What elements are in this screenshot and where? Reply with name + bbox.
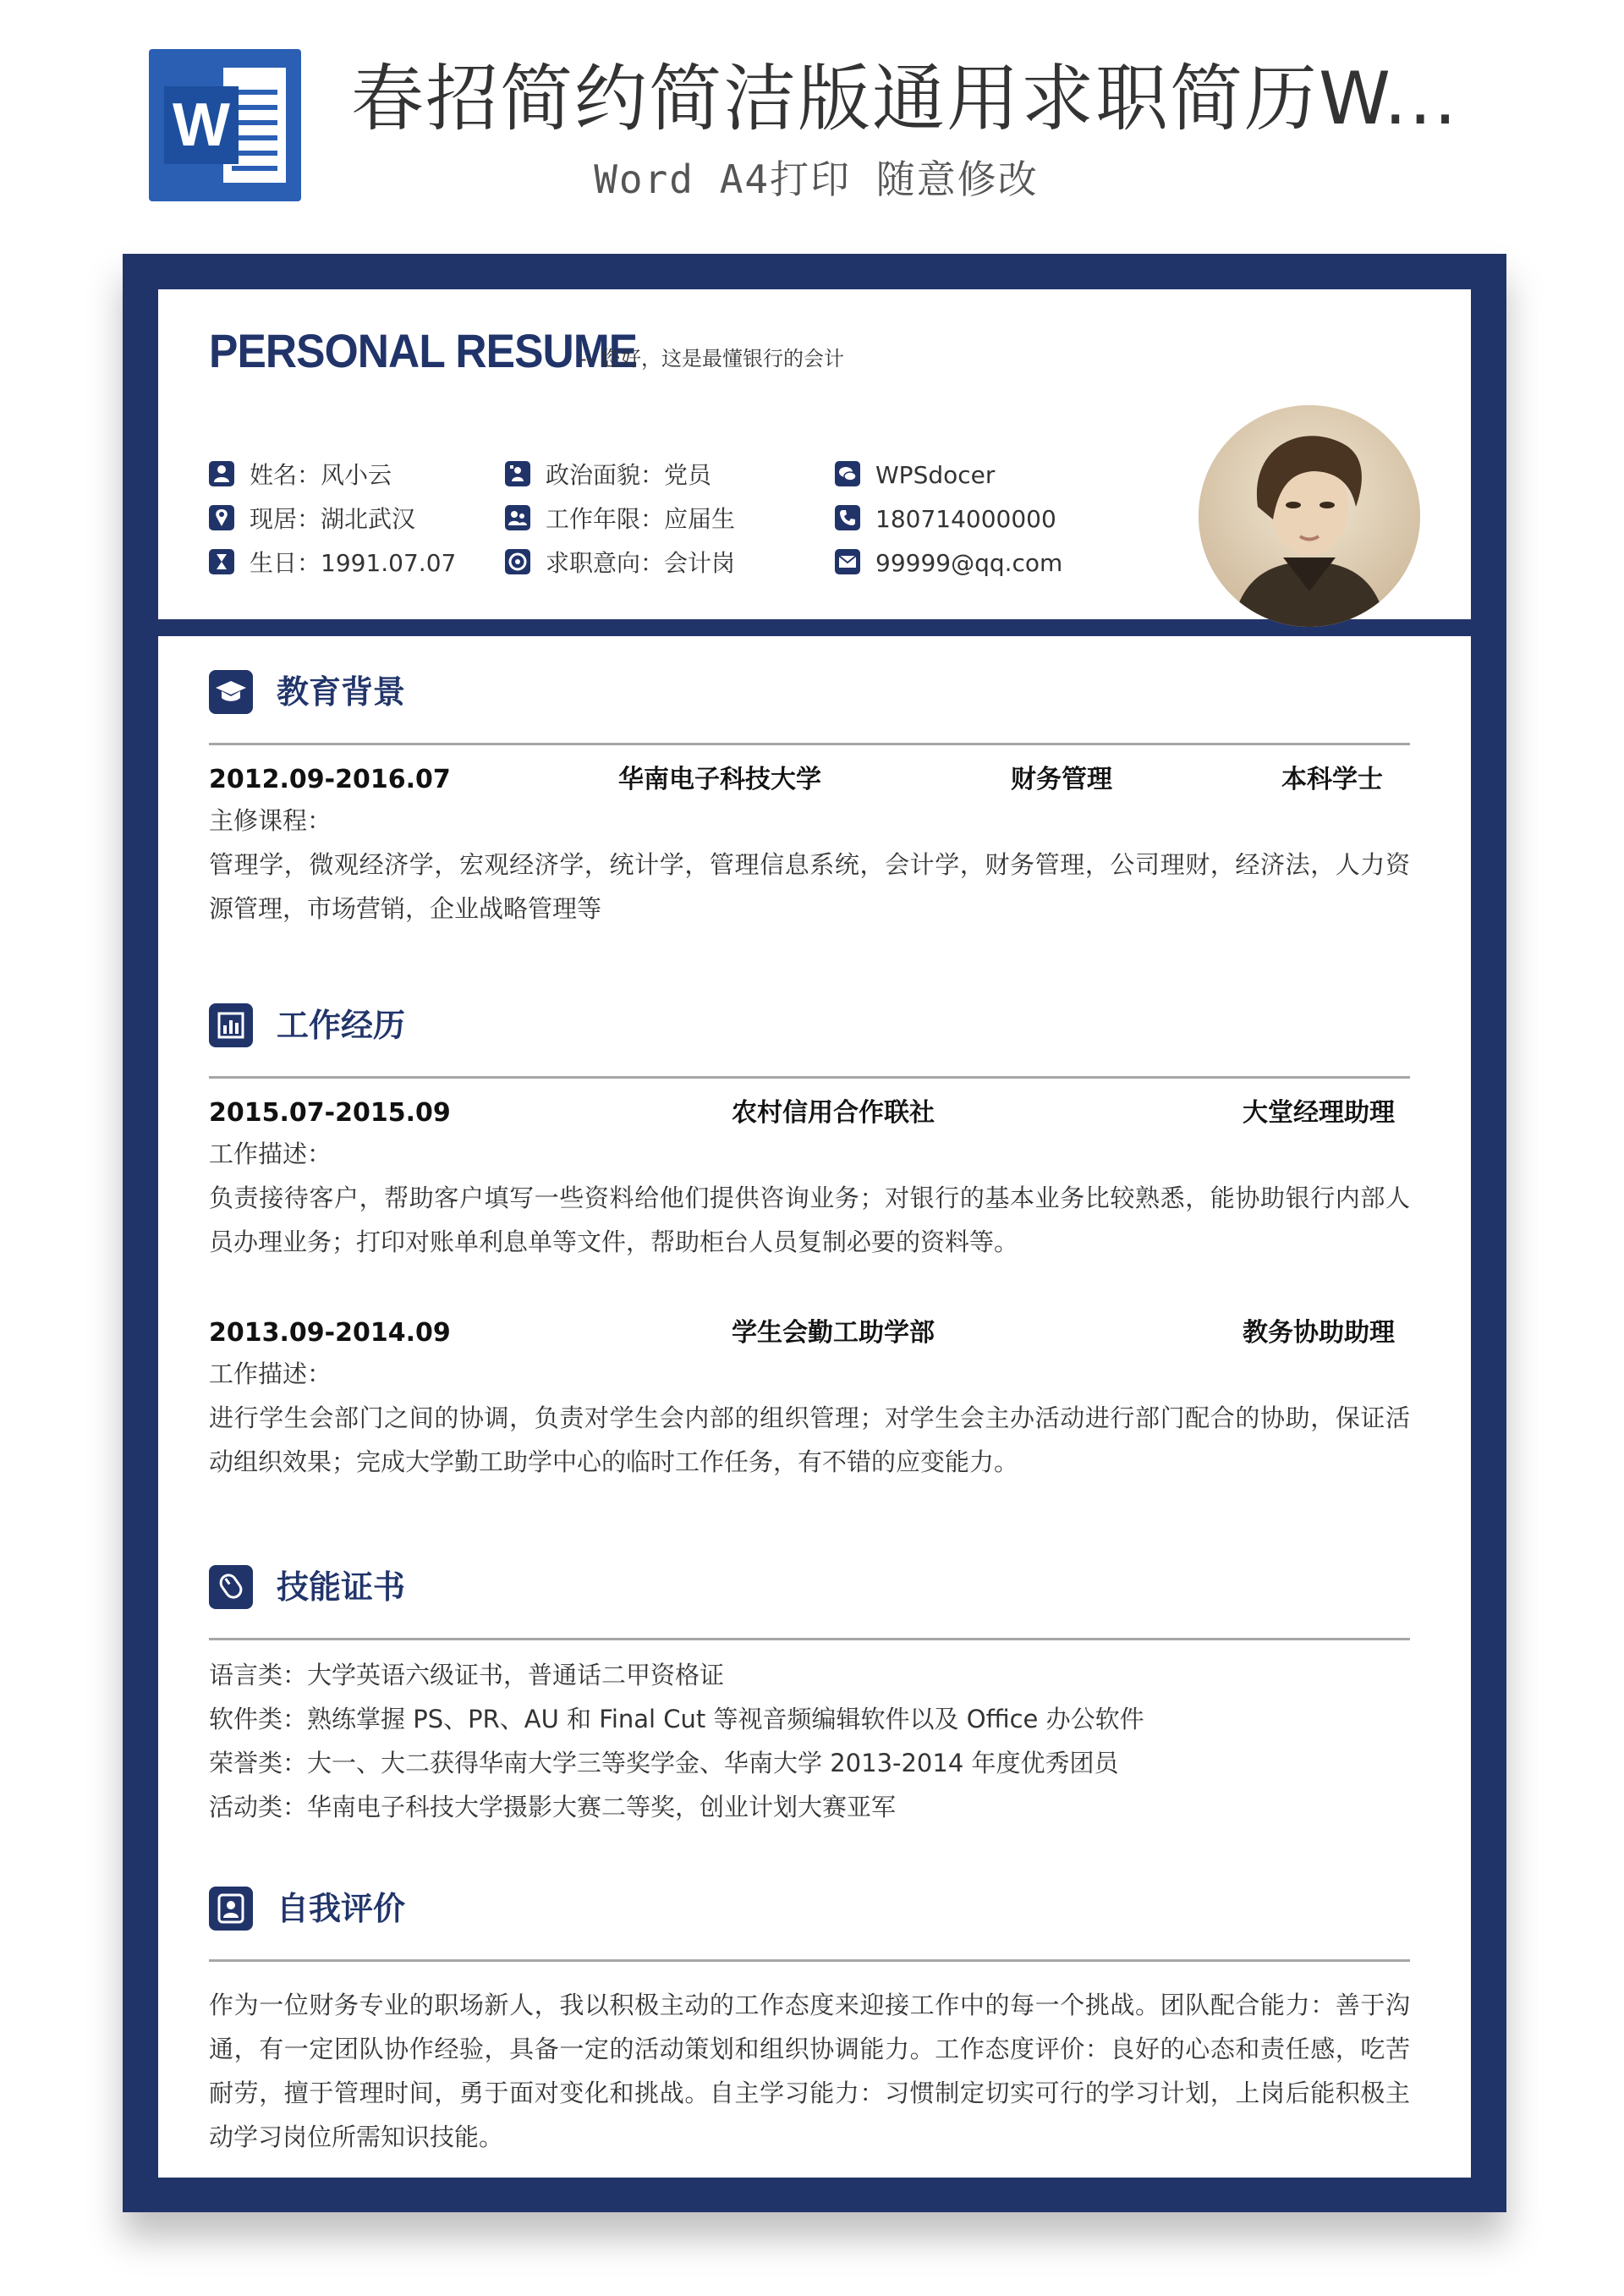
resume-tagline: -- 您好，这是最懂银行的会计 (579, 347, 844, 371)
skill-line: 语言类：大学英语六级证书，普通话二甲资格证 (209, 1661, 725, 1689)
resume-header-card (158, 289, 1471, 619)
info-email: 99999@qq.com (835, 547, 1062, 580)
word-letter: W (164, 86, 239, 164)
section-title: 技能证书 (277, 1568, 406, 1606)
section-title: 教育背景 (277, 673, 406, 711)
profile-photo (1199, 405, 1420, 627)
badge-person-icon (505, 461, 530, 486)
section-divider (209, 743, 1410, 745)
document-subtitle: Word A4打印 随意修改 (594, 157, 1039, 202)
mail-icon (835, 549, 860, 574)
self-eval-text: 作为一位财务专业的职场新人，我以积极主动的工作态度来迎接工作中的每一个挑战。团队配合能力：善于沟通，有一定团队协作经验，具备一定的活动策划和组织协调能力。工作态度评价：良好的心态和责任感，吃苦耐劳，擅于管理时间，勇于面对变化和挑战。自主学习能力：习惯制定切实可行的学习计划，上岗后能积极主动学习岗位所需知识技能。 (209, 1991, 1410, 2151)
info-wechat: WPSdocer (835, 459, 995, 492)
section-title: 自我评价 (277, 1890, 406, 1927)
section-skills (209, 1562, 1410, 1621)
bar-chart-icon (209, 1003, 253, 1047)
work-role: 教务协助助理 (1243, 1318, 1395, 1348)
section-self-eval (209, 1883, 1410, 1942)
work-desc: 进行学生会部门之间的协调，负责对学生会内部的组织管理；对学生会主办活动进行部门配合的协助，保证活动组织效果；完成大学勤工助学中心的临时工作任务，有不错的应变能力。 (209, 1403, 1410, 1476)
work-row (209, 1315, 1410, 1352)
wechat-icon (835, 461, 860, 486)
courses-text: 管理学，微观经济学，宏观经济学，统计学，管理信息系统，会计学，财务管理，公司理财，经济法，人力资源管理，市场营销，企业战略管理等 (209, 850, 1410, 923)
education-period: 2012.09-2016.07 (209, 765, 451, 794)
word-app-icon (149, 49, 301, 201)
education-school: 华南电子科技大学 (618, 765, 821, 794)
section-title: 工作经历 (277, 1007, 406, 1044)
section-divider (209, 1959, 1410, 1962)
work-role: 大堂经理助理 (1243, 1098, 1395, 1128)
hourglass-icon (209, 549, 234, 574)
info-job-intent: 求职意向：会计岗 (505, 547, 735, 580)
info-phone: 180714000000 (835, 503, 1056, 536)
work-org: 学生会勤工助学部 (732, 1318, 935, 1348)
work-desc: 负责接待客户，帮助客户填写一些资料给他们提供咨询业务；对银行的基本业务比较熟悉，能协助银行内部人员办理业务；打印对账单利息单等文件，帮助柜台人员复制必要的资料等。 (209, 1184, 1410, 1256)
section-work (209, 1000, 1410, 1059)
target-icon (505, 549, 530, 574)
info-residence: 现居：湖北武汉 (209, 503, 415, 536)
person-icon (209, 461, 234, 486)
education-degree: 本科学士 (1281, 765, 1383, 794)
skill-line: 荣誉类：大一、大二获得华南大学三等奖学金、华南大学 2013-2014 年度优秀团员 (209, 1749, 1119, 1777)
team-icon (505, 505, 530, 530)
resume-title: PERSONAL RESUME (209, 324, 638, 377)
work-row (209, 1095, 1410, 1132)
info-political: 政治面貌：党员 (505, 459, 711, 492)
section-education (209, 667, 1410, 726)
work-period: 2013.09-2014.09 (209, 1318, 451, 1348)
section-divider (209, 1638, 1410, 1640)
graduation-cap-icon (209, 670, 253, 714)
skill-line: 活动类：华南电子科技大学摄影大赛二等奖，创业计划大赛亚军 (209, 1793, 897, 1821)
education-row (209, 761, 1410, 799)
education-major: 财务管理 (1011, 765, 1112, 794)
resume-frame (123, 254, 1506, 2212)
work-desc-label: 工作描述： (209, 1359, 332, 1388)
work-org: 农村信用合作联社 (732, 1098, 935, 1128)
info-name: 姓名：风小云 (209, 459, 392, 492)
document-title: 春招简约简洁版通用求职简历W... (351, 57, 1459, 141)
person-id-icon (209, 1887, 253, 1931)
courses-label: 主修课程： (209, 806, 332, 835)
skill-line: 软件类：熟练掌握 PS、PR、AU 和 Final Cut 等视音频编辑软件以及 Office 办公软件 (209, 1705, 1144, 1733)
info-birthday: 生日：1991.07.07 (209, 547, 456, 580)
work-desc-label: 工作描述： (209, 1140, 332, 1168)
info-work-years: 工作年限：应届生 (505, 503, 735, 536)
location-pin-icon (209, 505, 234, 530)
phone-icon (835, 505, 860, 530)
work-period: 2015.07-2015.09 (209, 1098, 451, 1128)
mouse-pointer-icon (209, 1565, 253, 1609)
section-divider (209, 1076, 1410, 1079)
resume-body-card (158, 636, 1471, 2178)
